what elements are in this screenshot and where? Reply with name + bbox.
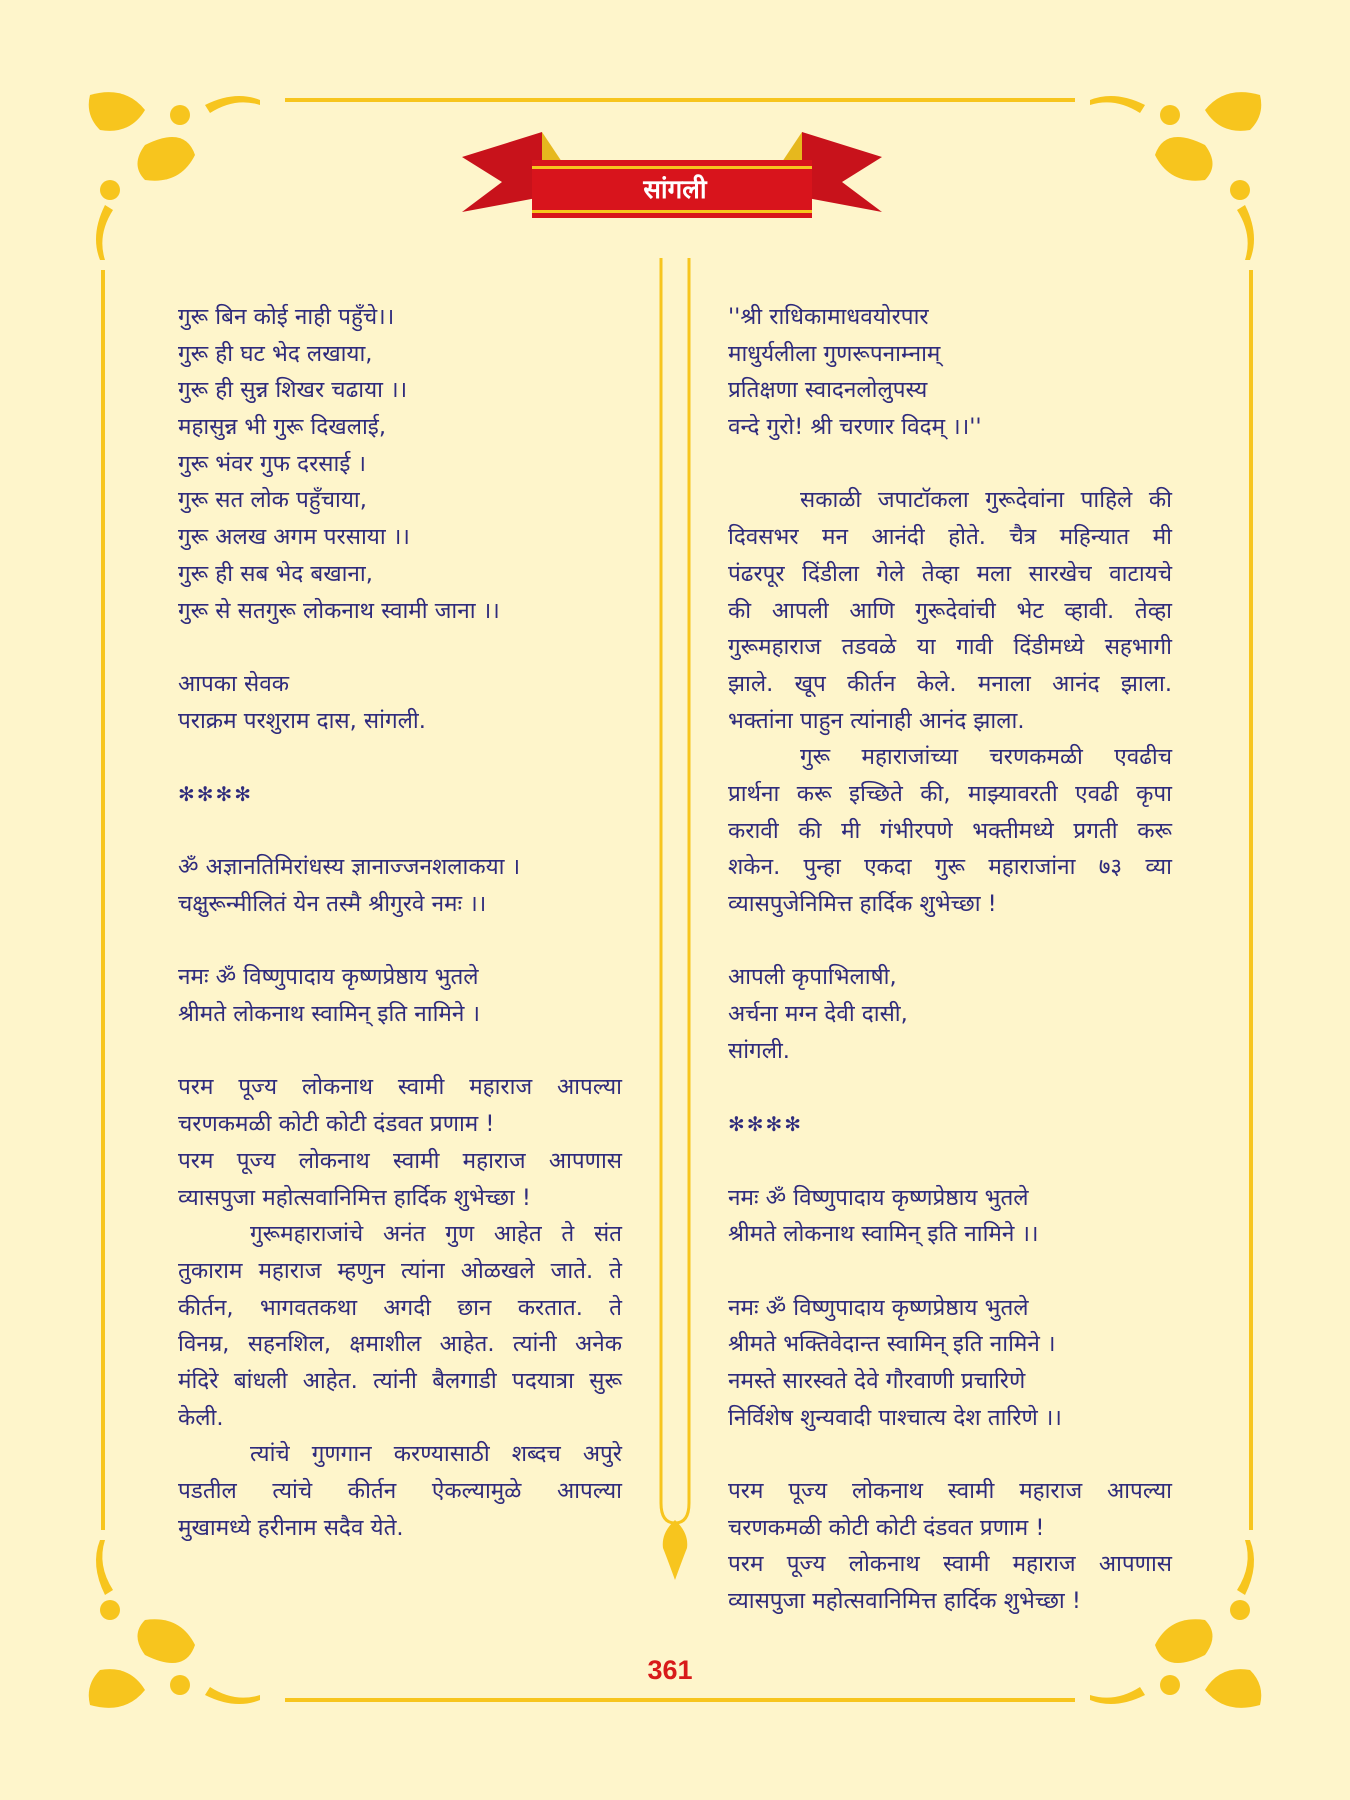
text-line: गुरू ही घट भेद लखाया, bbox=[178, 340, 373, 367]
text-line: त्यांचे गुणगान करण्यासाठी शब्दच अपुरे bbox=[250, 1441, 622, 1468]
text-line: गुरू ही सब भेद बखाना, bbox=[178, 560, 373, 587]
text-line: गुरू अलख अगम परसाया ।। bbox=[178, 524, 410, 551]
text-line: मुखामध्ये हरीनाम सदैव येते. bbox=[178, 1514, 404, 1541]
border-right bbox=[1249, 270, 1253, 1530]
text-line: नमः ॐ विष्णुपादाय कृष्णप्रेष्ठाय भुतले bbox=[728, 1184, 1029, 1211]
text-line: व्यासपुजा महोत्सवानिमित्त हार्दिक शुभेच्छा ! bbox=[728, 1588, 1081, 1615]
text-line: निर्विशेष शुन्यवादी पाश्चात्य देश तारिणे ।। bbox=[728, 1404, 1062, 1431]
text-line: परम पूज्य लोकनाथ स्वामी महाराज आपणास bbox=[178, 1147, 622, 1174]
text-line: गुरू ही सुन्न शिखर चढाया ।। bbox=[178, 377, 408, 404]
text-line: चरणकमळी कोटी कोटी दंडवत प्रणाम ! bbox=[178, 1111, 495, 1138]
blank-line bbox=[178, 629, 622, 666]
text-line: मंदिरे बांधली आहेत. त्यांनी बैलगाडी पदयात्रा सुरू bbox=[178, 1367, 622, 1394]
text-line: गुरू भंवर गुफ दरसाई । bbox=[178, 450, 367, 477]
blank-line bbox=[728, 1143, 1172, 1180]
text-line: माधुर्यलीला गुणरूपनाम्नाम् bbox=[728, 340, 941, 367]
text-line: विनम्र, सहनशिल, क्षमाशील आहेत. त्यांनी अनेक bbox=[178, 1331, 622, 1358]
text-line: श्रीमते भक्तिवेदान्त स्वामिन् इति नामिने । bbox=[728, 1331, 1056, 1358]
text-line: की आपली आणि गुरूदेवांची भेट व्हावी. तेव्हा bbox=[728, 597, 1172, 624]
text-line: आपली कृपाभिलाषी, bbox=[728, 964, 897, 991]
border-left bbox=[101, 270, 105, 1530]
blank-line bbox=[178, 923, 622, 960]
text-line: शकेन. पुन्हा एकदा गुरू महाराजांना ७३ व्या bbox=[728, 854, 1172, 881]
text-line: गुरूमहाराजांचे अनंत गुण आहेत ते संत bbox=[250, 1221, 622, 1248]
text-line: गुरू सत लोक पहुँचाया, bbox=[178, 487, 367, 514]
text-line: सांगली. bbox=[728, 1037, 790, 1064]
corner-ornament-icon bbox=[1085, 85, 1265, 265]
text-line: परम पूज्य लोकनाथ स्वामी महाराज आपल्या bbox=[728, 1478, 1172, 1504]
border-top bbox=[285, 98, 1075, 102]
blank-line bbox=[728, 1253, 1172, 1290]
text-line: महासुन्न भी गुरू दिखलाई, bbox=[178, 414, 386, 441]
text-line: ''श्री राधिकामाधवयोरपार bbox=[728, 304, 929, 330]
text-line: नमस्ते सारस्वते देवे गौरवाणी प्रचारिणे bbox=[728, 1367, 1026, 1394]
text-line: पंढरपूर दिंडीला गेले तेव्हा मला सारखेच वाटायचे bbox=[728, 560, 1172, 587]
blank-line bbox=[728, 1436, 1172, 1473]
corner-ornament-icon bbox=[85, 85, 265, 265]
text-line: परम पूज्य लोकनाथ स्वामी महाराज आपल्या bbox=[178, 1074, 622, 1101]
text-line: व्यासपुजा महोत्सवानिमित्त हार्दिक शुभेच्छा ! bbox=[178, 1184, 531, 1211]
page-title: सांगली bbox=[643, 175, 707, 205]
text-line: आपका सेवक bbox=[178, 670, 290, 697]
text-line: पराक्रम परशुराम दास, सांगली. bbox=[178, 707, 426, 734]
text-line: गुरूमहाराज तडवळे या गावी दिंडीमध्ये सहभागी bbox=[728, 634, 1172, 661]
text-line: व्यासपुजेनिमित्त हार्दिक शुभेच्छा ! bbox=[728, 891, 997, 917]
text-line: केली. bbox=[178, 1404, 224, 1431]
blank-line bbox=[178, 813, 622, 850]
border-bottom bbox=[285, 1698, 1075, 1702]
text-line: श्रीमते लोकनाथ स्वामिन् इति नामिने । bbox=[178, 1001, 481, 1028]
blank-line bbox=[728, 923, 1172, 960]
text-line: नमः ॐ विष्णुपादाय कृष्णप्रेष्ठाय भुतले bbox=[728, 1294, 1029, 1321]
page-number: 361 bbox=[647, 1655, 693, 1685]
text-line: श्रीमते लोकनाथ स्वामिन् इति नामिने ।। bbox=[728, 1221, 1039, 1248]
text-line: झाले. खूप कीर्तन केले. मनाला आनंद झाला. bbox=[728, 670, 1172, 697]
corner-ornament-icon bbox=[85, 1535, 265, 1715]
text-line: अर्चना मग्न देवी दासी, bbox=[728, 1001, 908, 1028]
text-line: वन्दे गुरो! श्री चरणार विदम् ।।'' bbox=[728, 414, 982, 441]
text-line: चरणकमळी कोटी कोटी दंडवत प्रणाम ! bbox=[728, 1514, 1045, 1541]
text-line: कीर्तन, भागवतकथा अगदी छान करतात. ते bbox=[178, 1294, 622, 1321]
left-column bbox=[178, 299, 622, 1546]
section-separator: ✻✻✻✻ bbox=[178, 781, 254, 806]
text-line: भक्तांना पाहुन त्यांनाही आनंद झाला. bbox=[728, 707, 1025, 734]
text-line: ॐ अज्ञानतिमिरांधस्य ज्ञानाज्जनशलाकया । bbox=[178, 854, 521, 881]
text-line: दिवसभर मन आनंदी होते. चैत्र महिन्यात मी bbox=[728, 524, 1172, 551]
text-line: परम पूज्य लोकनाथ स्वामी महाराज आपणास bbox=[728, 1551, 1172, 1578]
blank-line bbox=[728, 446, 1172, 483]
text-line: गुरू महाराजांच्या चरणकमळी एवढीच bbox=[800, 744, 1172, 771]
text-line: गुरू से सतगुरू लोकनाथ स्वामी जाना ।। bbox=[178, 597, 500, 624]
right-column bbox=[728, 299, 1172, 1620]
text-line: प्रार्थना करू इच्छिते की, माझ्यावरती एवढी कृपा bbox=[728, 780, 1172, 807]
blank-line bbox=[178, 739, 622, 776]
text-line: चक्षुरून्मीलितं येन तस्मै श्रीगुरवे नमः ।। bbox=[178, 891, 487, 917]
text-line: तुकाराम महाराज म्हणुन त्यांना ओळखले जाते. ते bbox=[178, 1257, 622, 1284]
text-line: गुरू बिन कोई नाही पहुँचे।। bbox=[178, 304, 395, 330]
text-line: पडतील त्यांचे कीर्तन ऐकल्यामुळे आपल्या bbox=[178, 1478, 622, 1504]
section-separator: ✻✻✻✻ bbox=[728, 1112, 804, 1137]
column-divider bbox=[655, 258, 695, 1583]
text-line: प्रतिक्षणा स्वादनलोलुपस्य bbox=[728, 377, 928, 404]
text-line: नमः ॐ विष्णुपादाय कृष्णप्रेष्ठाय भुतले bbox=[178, 964, 479, 991]
blank-line bbox=[178, 1033, 622, 1070]
text-line: सकाळी जपाटॉकला गुरूदेवांना पाहिले की bbox=[800, 487, 1172, 514]
text-line: करावी की मी गंभीरपणे भक्तीमध्ये प्रगती करू bbox=[728, 817, 1172, 844]
blank-line bbox=[728, 1069, 1172, 1106]
